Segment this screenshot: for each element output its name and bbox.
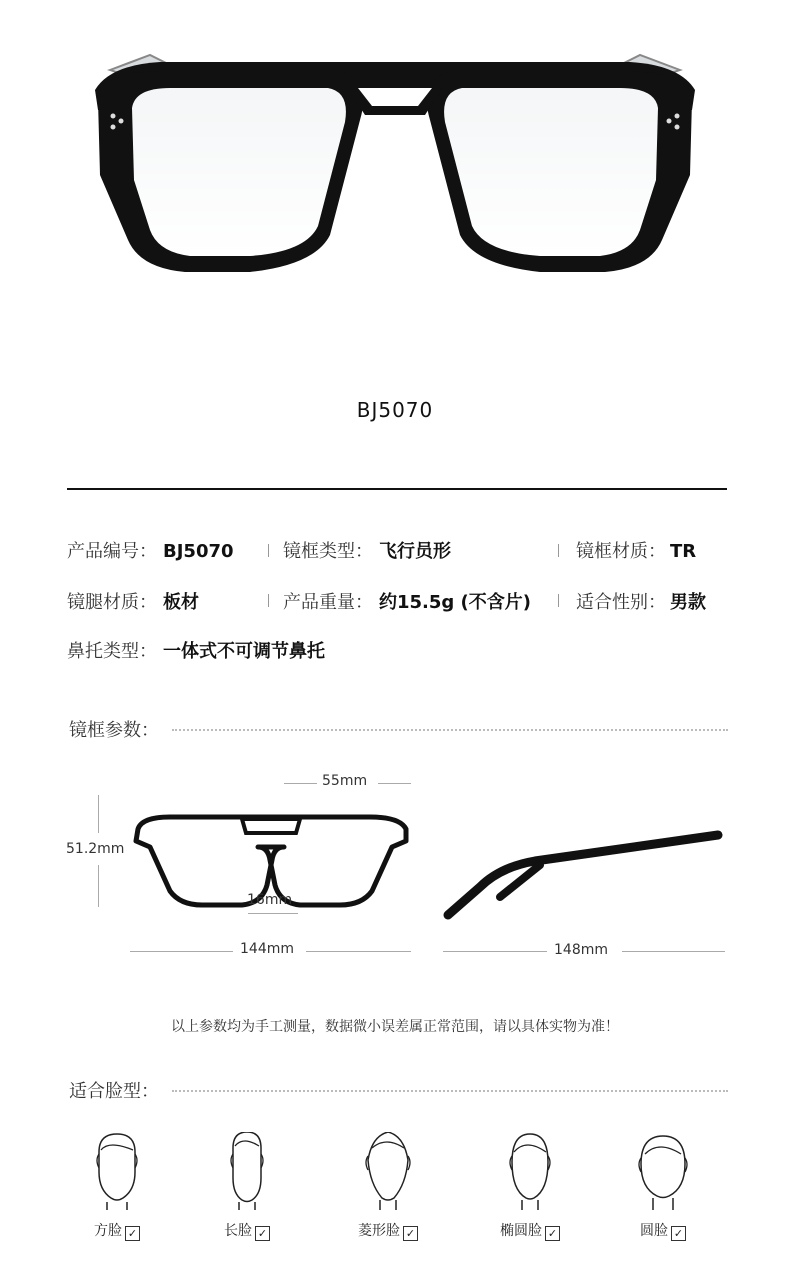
dotted-leader [172,729,728,731]
spec-separator [268,544,269,557]
face-shape-round [618,1132,708,1241]
dimension-line [443,951,547,952]
face-label-round: 圆脸 ✓ [618,1220,708,1241]
checkbox-icon: ✓ [403,1226,418,1241]
spec-nose-pad: 鼻托类型： 一体式不可调节鼻托 [67,641,325,662]
face-label-square: 方脸 ✓ [72,1220,162,1241]
long-face-icon [219,1132,275,1212]
round-face-icon [635,1132,691,1212]
face-label-oval: 椭圆脸 ✓ [485,1220,575,1241]
spec-gender: 适合性别： 男款 [576,592,706,613]
glasses-product-image [0,0,790,300]
checkbox-icon: ✓ [671,1226,686,1241]
bridge-label: 16mm [247,892,293,908]
dimension-line [378,783,411,784]
dimension-line [306,951,411,952]
face-shapes-title: 适合脸型： [69,1081,159,1102]
spec-separator [558,544,559,557]
temple-side-diagram [440,825,725,925]
model-title: BJ5070 [356,398,434,422]
face-shape-long [202,1132,292,1241]
checkbox-icon: ✓ [545,1226,560,1241]
dimension-line [98,795,99,833]
frame-width-label: 144mm [240,941,294,957]
spec-frame-type: 镜框类型： 飞行员形 [283,541,451,562]
dimension-line [284,783,317,784]
checkbox-icon: ✓ [125,1226,140,1241]
dimension-line [130,951,233,952]
dimension-line [622,951,725,952]
spec-product-code: 产品编号： BJ5070 [67,541,234,562]
face-label-long: 长脸 ✓ [202,1220,292,1241]
oval-face-icon [502,1132,558,1212]
diamond-face-icon [360,1132,416,1212]
spec-frame-material: 镜框材质： TR [576,541,697,562]
lens-width-label: 55mm [322,773,368,789]
face-shape-square [72,1132,162,1241]
temple-length-label: 148mm [554,942,608,958]
square-face-icon [89,1132,145,1212]
spec-separator [268,594,269,607]
lens-height-label: 51.2mm [66,841,125,857]
divider [67,488,727,490]
dimension-line [98,865,99,907]
spec-separator [558,594,559,607]
face-shape-diamond [343,1132,433,1241]
face-label-diamond: 菱形脸 ✓ [343,1220,433,1241]
dimension-line [248,913,298,914]
checkbox-icon: ✓ [255,1226,270,1241]
face-shape-oval [485,1132,575,1241]
measurement-note: 以上参数均为手工测量，数据微小误差属正常范围，请以具体实物为准！ [171,1019,619,1035]
dotted-leader [172,1090,728,1092]
spec-weight: 产品重量： 约15.5g (不含片) [283,592,532,613]
frame-params-title: 镜框参数： [69,720,159,741]
spec-temple-material: 镜腿材质： 板材 [67,592,199,613]
